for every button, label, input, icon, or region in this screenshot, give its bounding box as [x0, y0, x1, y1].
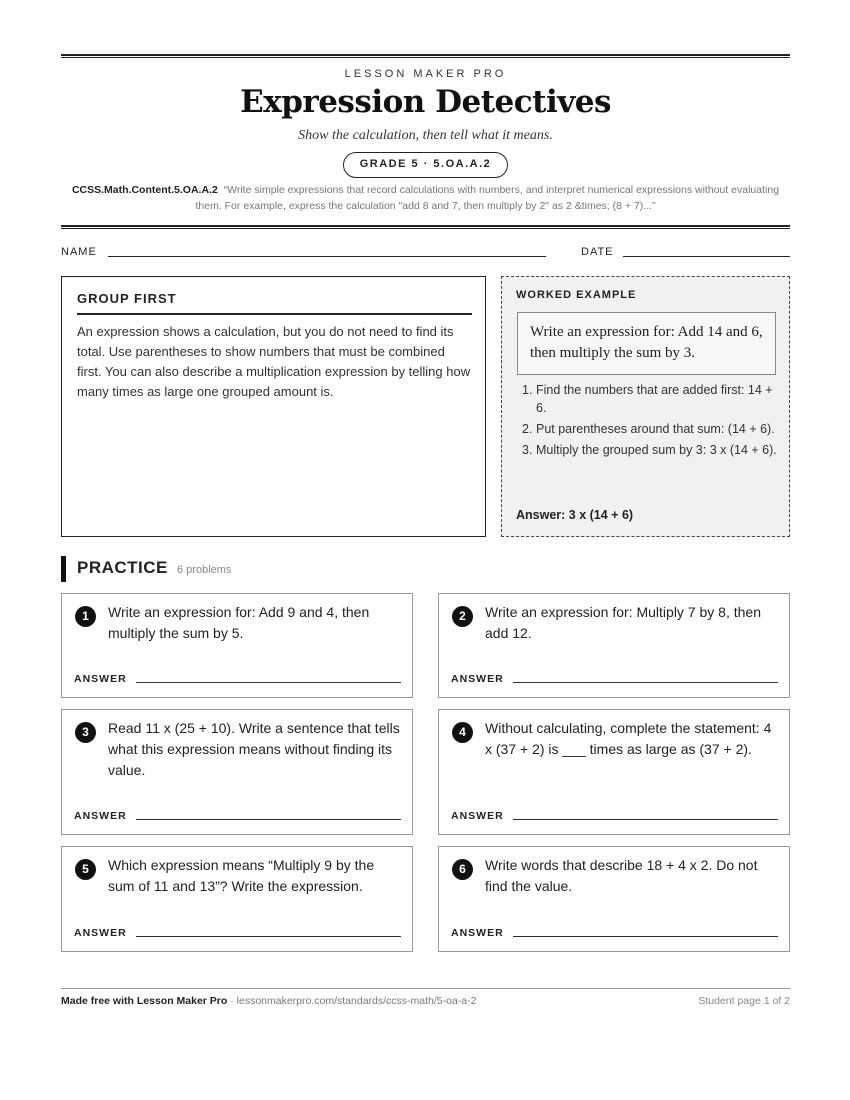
- name-field[interactable]: [108, 256, 546, 257]
- page-subtitle: Show the calculation, then tell what it means.: [298, 128, 553, 143]
- group-first-title: GROUP FIRST: [77, 291, 472, 315]
- header-bottom-double-rule: [61, 225, 790, 229]
- answer-label: ANSWER: [451, 810, 504, 822]
- practice-count: 6 problems: [177, 564, 232, 576]
- problem-card-2: [438, 593, 790, 698]
- worked-step: [516, 420, 778, 438]
- footer-page-number: Student page 1 of 2: [698, 995, 790, 1007]
- problem-number-badge: 1: [75, 606, 96, 627]
- step-number: 1.: [522, 383, 533, 397]
- worked-example-panel: [501, 276, 790, 537]
- footer-url[interactable]: · lessonmakerpro.com/standards/ccss-math/5-oa-a-2: [227, 995, 477, 1007]
- answer-field[interactable]: [136, 936, 401, 937]
- problem-card-5: [61, 846, 413, 952]
- step-text: Multiply the grouped sum by 3: 3 x (14 + 6).: [536, 443, 777, 457]
- problem-number-badge: 4: [452, 722, 473, 743]
- answer-field[interactable]: [513, 936, 778, 937]
- practice-title: PRACTICE: [77, 558, 168, 577]
- step-number: 2.: [522, 422, 533, 436]
- worked-example-steps: [516, 381, 778, 462]
- problem-card-3: [61, 709, 413, 835]
- footer-divider: [61, 988, 790, 989]
- step-text: Put parentheses around that sum: (14 + 6).: [536, 422, 775, 436]
- problem-number-badge: 5: [75, 859, 96, 880]
- answer-field[interactable]: [136, 819, 401, 820]
- step-text: Find the numbers that are added first: 14 + 6.: [536, 383, 773, 415]
- practice-accent-bar: [61, 556, 66, 582]
- worked-example-prompt: Write an expression for: Add 14 and 6, then multiply the sum by 3.: [517, 312, 776, 375]
- answer-label: ANSWER: [451, 927, 504, 939]
- group-first-panel: [61, 276, 486, 537]
- footer-made-with: Made free with Lesson Maker Pro: [61, 995, 228, 1007]
- standard-description: [61, 182, 790, 214]
- answer-label: ANSWER: [74, 927, 127, 939]
- worked-example-answer: Answer: 3 x (14 + 6): [516, 508, 634, 522]
- answer-field[interactable]: [513, 682, 778, 683]
- problem-text: Write an expression for: Multiply 7 by 8, then add 12.: [485, 604, 761, 641]
- standard-text: “Write simple expressions that record calculations with numbers, and interpret numerical expressions without evaluating them. For example, express the calculation "add 8 and 7, then multiply by 2" as 2 &times; (8 + 7)...”: [195, 184, 780, 212]
- worked-step: [516, 441, 778, 459]
- problem-text: Without calculating, complete the statement: 4 x (37 + 2) is ___ times as large as (37 + 2).: [485, 720, 772, 757]
- problem-card-1: [61, 593, 413, 698]
- top-double-rule: [61, 54, 790, 58]
- worked-example-title: WORKED EXAMPLE: [516, 289, 637, 301]
- page-title: Expression Detectives: [240, 84, 611, 120]
- problem-text: Write an expression for: Add 9 and 4, then multiply the sum by 5.: [108, 604, 370, 641]
- answer-label: ANSWER: [451, 673, 504, 685]
- step-number: 3.: [522, 443, 533, 457]
- problem-number-badge: 3: [75, 722, 96, 743]
- name-label: NAME: [61, 246, 97, 258]
- answer-field[interactable]: [136, 682, 401, 683]
- date-field[interactable]: [623, 256, 790, 257]
- problem-number-badge: 6: [452, 859, 473, 880]
- worked-step: [516, 381, 778, 417]
- answer-label: ANSWER: [74, 673, 127, 685]
- problem-number-badge: 2: [452, 606, 473, 627]
- answer-field[interactable]: [513, 819, 778, 820]
- date-label: DATE: [581, 246, 614, 258]
- brand-name: LESSON MAKER PRO: [344, 68, 507, 80]
- grade-badge: GRADE 5 · 5.OA.A.2: [343, 152, 508, 178]
- standard-code: CCSS.Math.Content.5.OA.A.2: [71, 184, 218, 196]
- footer-credit: [61, 995, 477, 1007]
- problem-text: Read 11 x (25 + 10). Write a sentence that tells what this expression means without finding its value.: [108, 720, 400, 778]
- answer-label: ANSWER: [74, 810, 127, 822]
- group-first-text: An expression shows a calculation, but you do not need to find its total. Use parentheses to show numbers that must be combined first. You can also describe a multiplication expression by telling how many times as large one grouped amount is.: [77, 324, 471, 399]
- problem-card-6: [438, 846, 790, 952]
- problem-text: Which expression means “Multiply 9 by the sum of 11 and 13”? Write the expression.: [108, 857, 375, 894]
- problem-text: Write words that describe 18 + 4 x 2. Do not find the value.: [485, 857, 758, 894]
- problem-card-4: [438, 709, 790, 835]
